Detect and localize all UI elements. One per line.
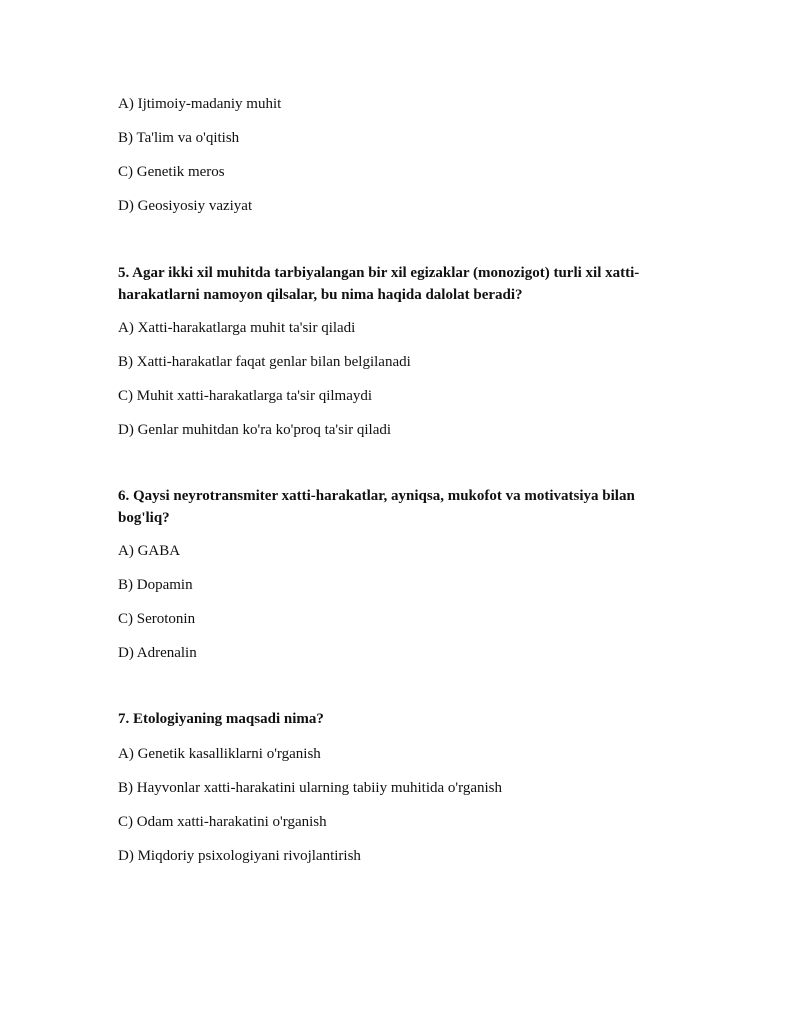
q6-option-c: C) Serotonin: [118, 611, 196, 627]
q5-option-b: B) Xatti-harakatlar faqat genlar bilan belgilanadi: [118, 354, 411, 370]
q6-question: 6. Qaysi neyrotransmiter xatti-harakatlar, ayniqsa, mukofot va motivatsiya bilan bog'liq?: [118, 488, 635, 526]
q6-option-b: B) Dopamin: [118, 577, 193, 593]
q7-option-d: D) Miqdoriy psixologiyani rivojlantirish: [118, 848, 361, 864]
q7-option-b: B) Hayvonlar xatti-harakatini ularning tabiiy muhitida o'rganish: [118, 780, 503, 796]
q5-option-a: A) Xatti-harakatlarga muhit ta'sir qiladi: [118, 320, 356, 336]
q5-option-c: C) Muhit xatti-harakatlarga ta'sir qilmaydi: [118, 388, 373, 404]
q4-option-a: A) Ijtimoiy-madaniy muhit: [118, 96, 282, 112]
q7-option-a: A) Genetik kasalliklarni o'rganish: [118, 746, 321, 762]
q4-option-c: C) Genetik meros: [118, 164, 225, 180]
q7-question: 7. Etologiyaning maqsadi nima?: [118, 711, 324, 727]
q7-option-c: C) Odam xatti-harakatini o'rganish: [118, 814, 327, 830]
q6-option-d: D) Adrenalin: [118, 645, 197, 661]
q6-option-a: A) GABA: [118, 543, 181, 559]
q4-option-b: B) Ta'lim va o'qitish: [118, 130, 240, 146]
q5-option-d: D) Genlar muhitdan ko'ra ko'proq ta'sir qiladi: [118, 422, 392, 438]
q5-question: 5. Agar ikki xil muhitda tarbiyalangan bir xil egizaklar (monozigot) turli xil xatti-harakatlarni namoyon qilsalar, bu nima haqida dalolat beradi?: [118, 265, 640, 303]
q4-option-d: D) Geosiyosiy vaziyat: [118, 198, 253, 214]
